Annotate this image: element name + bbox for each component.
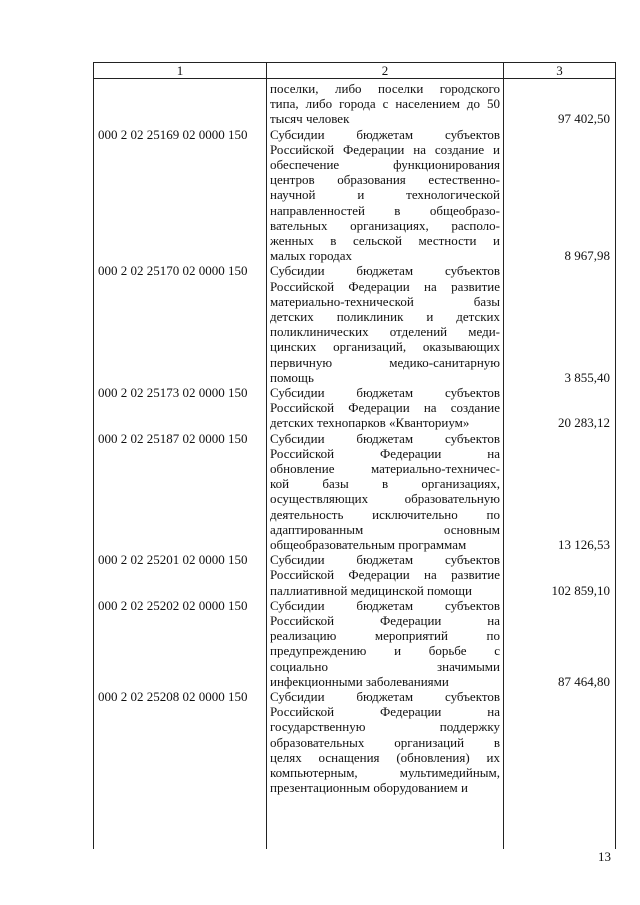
- page-number: 13: [598, 849, 611, 864]
- amount-cell: 20 283,12: [558, 415, 610, 431]
- table-body: [94, 79, 616, 849]
- description-line: Российской Федерации на развитие: [270, 567, 500, 583]
- description-line: центров образования естественно-: [270, 172, 500, 188]
- description-line: направленностей в общеобразо-: [270, 202, 500, 218]
- description-line: Российской Федерации на создание и: [270, 141, 500, 157]
- description-line: Субсидии бюджетам субъектов: [270, 689, 500, 704]
- header-col-2: 2: [267, 63, 504, 78]
- amount-cell: 102 859,10: [551, 582, 610, 598]
- description-line: Субсидии бюджетам субъектов: [270, 552, 500, 568]
- description-line: поликлинических отделений меди-: [270, 324, 500, 340]
- description-line: адаптированным основным: [270, 521, 500, 537]
- description-line: паллиативной медицинской помощи: [270, 582, 472, 598]
- description-line: первичную медико-санитарную: [270, 354, 500, 370]
- description-line: цинских организаций, оказывающих: [270, 339, 500, 355]
- description-line: кой базы в организациях,: [270, 476, 500, 492]
- description-line: типа, либо города с населением до 50: [270, 96, 500, 112]
- budget-code-cell: 000 2 02 25202 02 0000 150: [98, 597, 248, 613]
- description-line: Российской Федерации на: [270, 613, 500, 628]
- description-line: детских поликлиник и детских: [270, 309, 500, 324]
- description-line: Российской Федерации на: [270, 704, 500, 720]
- description-line: Российской Федерации на развитие: [270, 278, 500, 294]
- budget-table: [93, 62, 616, 849]
- amount-cell: 13 126,53: [558, 537, 610, 552]
- description-line: целях оснащения (обновления) их: [270, 749, 500, 765]
- budget-code-cell: 000 2 02 25187 02 0000 150: [98, 430, 248, 446]
- description-line: поселки, либо поселки городского: [270, 81, 500, 96]
- description-line: тысяч человек: [270, 111, 350, 127]
- description-line: государственную поддержку: [270, 719, 500, 735]
- description-line: образовательных организаций в: [270, 734, 500, 750]
- amount-column: [504, 79, 616, 849]
- header-col-1: 1: [94, 63, 267, 78]
- description-line: помощь: [270, 369, 314, 385]
- description-line: научной и технологической: [270, 187, 500, 203]
- description-line: Субсидии бюджетам субъектов: [270, 126, 500, 142]
- description-line: вательных организациях, располо-: [270, 217, 500, 233]
- budget-code-cell: 000 2 02 25173 02 0000 150: [98, 385, 248, 400]
- description-line: инфекционными заболеваниями: [270, 673, 449, 689]
- description-line: социально значимыми: [270, 658, 500, 674]
- code-column: [94, 79, 267, 849]
- description-line: компьютерным, мультимедийным,: [270, 765, 500, 780]
- description-line: Субсидии бюджетам субъектов: [270, 263, 500, 279]
- description-line: общеобразовательным программам: [270, 537, 467, 552]
- description-line: малых городах: [270, 248, 353, 264]
- description-line: Субсидии бюджетам субъектов: [270, 430, 500, 446]
- description-line: обновление материально-техничес-: [270, 461, 500, 476]
- description-line: реализацию мероприятий по: [270, 628, 500, 644]
- description-line: Субсидии бюджетам субъектов: [270, 385, 500, 400]
- description-line: материально-технической базы: [270, 293, 500, 309]
- description-line: детских технопарков «Кванториум»: [270, 415, 470, 431]
- amount-cell: 8 967,98: [564, 248, 610, 264]
- description-line: Субсидии бюджетам субъектов: [270, 597, 500, 613]
- budget-code-cell: 000 2 02 25201 02 0000 150: [98, 552, 248, 568]
- amount-cell: 87 464,80: [558, 673, 610, 689]
- description-column: [267, 79, 504, 849]
- header-col-3: 3: [504, 63, 616, 78]
- description-line: предупреждению и борьбе с: [270, 643, 500, 659]
- description-line: деятельность исключительно по: [270, 506, 500, 522]
- description-line: обеспечение функционирования: [270, 157, 500, 172]
- budget-code-cell: 000 2 02 25208 02 0000 150: [98, 689, 248, 704]
- budget-code-cell: 000 2 02 25169 02 0000 150: [98, 126, 248, 142]
- amount-cell: 97 402,50: [558, 111, 610, 127]
- table-header-row: [94, 63, 616, 79]
- description-line: женных в сельской местности и: [270, 233, 500, 248]
- description-line: Российской Федерации на: [270, 445, 500, 461]
- description-line: презентационным оборудованием и: [270, 780, 468, 796]
- amount-cell: 3 855,40: [564, 369, 610, 385]
- description-line: осуществляющих образовательную: [270, 491, 500, 507]
- description-line: Российской Федерации на создание: [270, 400, 500, 416]
- budget-code-cell: 000 2 02 25170 02 0000 150: [98, 263, 248, 279]
